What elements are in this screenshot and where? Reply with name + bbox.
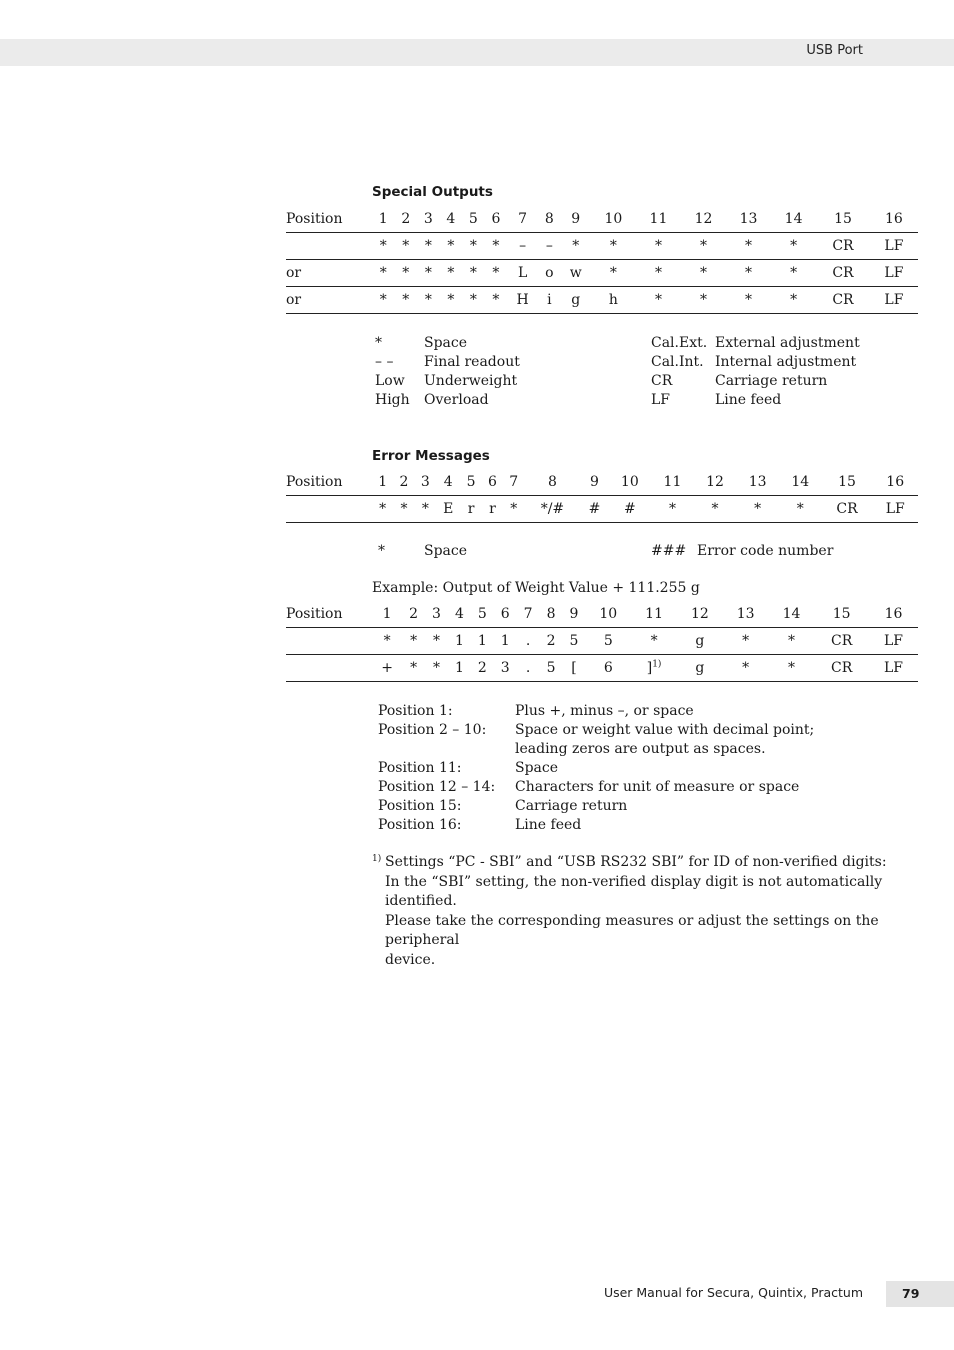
position-number: 2 <box>395 206 418 233</box>
table-cell: * <box>417 287 440 314</box>
row-label <box>286 496 372 523</box>
table-cell: 2 <box>540 628 563 655</box>
position-number: 4 <box>448 601 471 628</box>
position-number: 16 <box>870 206 918 233</box>
table-cell: LF <box>869 655 918 682</box>
table-cell: CR <box>816 260 870 287</box>
table-cell: * <box>771 287 816 314</box>
table-cell: . <box>517 655 540 682</box>
table-cell: CR <box>814 628 869 655</box>
footnote-line: In the “SBI” setting, the non-verified display digit is not automatically identified. <box>385 873 883 909</box>
legend-meaning: Internal adjustment <box>715 354 857 370</box>
legend-symbol: Cal.Int. <box>651 354 704 370</box>
table-row <box>286 260 918 287</box>
table-cell: 5 <box>585 628 631 655</box>
position-number: 11 <box>631 601 677 628</box>
table-cell: * <box>726 260 771 287</box>
table-cell: * <box>503 496 524 523</box>
position-number: 5 <box>460 469 481 496</box>
table-cell: LF <box>869 628 918 655</box>
row-label <box>286 628 372 655</box>
legend-item <box>651 354 860 373</box>
note-description: Space <box>515 760 559 776</box>
position-number: 10 <box>609 469 652 496</box>
table-cell: – <box>538 233 561 260</box>
table-cell: r <box>482 496 503 523</box>
position-number: 2 <box>393 469 414 496</box>
table-cell: CR <box>816 287 870 314</box>
legend-item <box>375 392 520 411</box>
position-number: 9 <box>561 206 591 233</box>
table-cell: H <box>507 287 538 314</box>
table-cell: * <box>417 260 440 287</box>
table-cell: * <box>726 287 771 314</box>
position-number: 8 <box>540 601 563 628</box>
table-cell: + <box>372 655 402 682</box>
table-row <box>286 496 918 523</box>
table-cell: LF <box>870 287 918 314</box>
example-table <box>286 601 918 682</box>
special-outputs-table <box>286 206 918 314</box>
note-position: Position 16: <box>378 817 462 833</box>
position-number: 15 <box>816 206 870 233</box>
table-cell: * <box>462 287 485 314</box>
note-position: Position 1: <box>378 703 453 719</box>
legend-item <box>651 335 860 354</box>
table-cell: * <box>651 496 694 523</box>
table-cell: i <box>538 287 561 314</box>
note-position: Position 2 – 10: <box>378 722 487 738</box>
position-number: 14 <box>769 601 815 628</box>
position-number: 13 <box>726 206 771 233</box>
table-cell: * <box>402 655 425 682</box>
example-title: Example: Output of Weight Value + 111.255 g <box>372 580 700 596</box>
table-cell: h <box>591 287 636 314</box>
table-cell: * <box>485 287 508 314</box>
position-number: 9 <box>580 469 608 496</box>
position-number: 3 <box>415 469 436 496</box>
position-number: 12 <box>677 601 723 628</box>
table-cell: * <box>485 233 508 260</box>
table-cell: * <box>462 233 485 260</box>
table-cell: * <box>769 655 815 682</box>
table-row <box>286 628 918 655</box>
table-cell: * <box>736 496 779 523</box>
position-number: 15 <box>814 601 869 628</box>
note-position: Position 12 – 14: <box>378 779 496 795</box>
row-label <box>286 655 372 682</box>
table-cell: * <box>723 655 769 682</box>
table-cell: * <box>771 260 816 287</box>
table-cell: * <box>415 496 436 523</box>
legend-item <box>651 392 860 411</box>
table-cell: 6 <box>585 655 631 682</box>
special-outputs-title: Special Outputs <box>372 184 493 200</box>
legend-meaning: Line feed <box>715 392 782 408</box>
row-label <box>286 233 372 260</box>
legend-symbol: * <box>375 335 382 351</box>
table-cell: * <box>591 260 636 287</box>
footnote-line: Please take the corresponding measures or adjust the settings on the peripheral <box>385 912 879 948</box>
position-number: 14 <box>771 206 816 233</box>
note-description: Carriage return <box>515 798 628 814</box>
section-header-title: USB Port <box>806 43 863 58</box>
table-cell: . <box>517 628 540 655</box>
note-description: leading zeros are output as spaces. <box>515 741 766 757</box>
table-cell: CR <box>822 496 873 523</box>
table-cell: CR <box>814 655 869 682</box>
list-item <box>378 722 814 741</box>
position-number: 7 <box>517 601 540 628</box>
table-cell: * <box>681 260 726 287</box>
legend-space-symbol: * <box>378 543 385 559</box>
list-item <box>378 779 814 798</box>
position-number: 5 <box>471 601 494 628</box>
position-number: 1 <box>372 469 393 496</box>
position-number: 10 <box>591 206 636 233</box>
table-cell: * <box>425 655 448 682</box>
table-cell: 5 <box>540 655 563 682</box>
table-row <box>286 233 918 260</box>
position-label: Position <box>286 469 372 496</box>
table-cell: E <box>436 496 460 523</box>
legend-space-text: Space <box>424 543 468 559</box>
table-cell: * <box>485 260 508 287</box>
table-cell: o <box>538 260 561 287</box>
table-cell: * <box>631 628 677 655</box>
special-legend-left <box>375 335 520 411</box>
list-item <box>378 741 814 760</box>
position-number: 13 <box>723 601 769 628</box>
legend-meaning: Carriage return <box>715 373 828 389</box>
position-number: 4 <box>440 206 463 233</box>
position-number: 8 <box>538 206 561 233</box>
footer-manual-title: User Manual for Secura, Quintix, Practum <box>603 1285 863 1300</box>
position-header-row <box>286 206 918 233</box>
table-cell: g <box>561 287 591 314</box>
position-number: 9 <box>562 601 585 628</box>
list-item <box>378 817 814 836</box>
table-row <box>286 655 918 682</box>
table-cell: 5 <box>562 628 585 655</box>
table-cell: # <box>609 496 652 523</box>
error-messages-title: Error Messages <box>372 448 490 464</box>
position-number: 5 <box>462 206 485 233</box>
legend-symbol: CR <box>651 373 673 389</box>
table-cell: * <box>425 628 448 655</box>
legend-item <box>375 354 520 373</box>
legend-item <box>651 373 860 392</box>
table-cell: * <box>694 496 737 523</box>
table-cell: * <box>561 233 591 260</box>
position-number: 13 <box>736 469 779 496</box>
cell-value: ] <box>646 660 653 676</box>
list-item <box>378 760 814 779</box>
legend-meaning: Final readout <box>424 354 520 370</box>
position-header-row <box>286 601 918 628</box>
position-label: Position <box>286 601 372 628</box>
table-cell: 3 <box>494 655 517 682</box>
table-cell: r <box>460 496 481 523</box>
table-cell: * <box>393 496 414 523</box>
table-cell: * <box>395 287 418 314</box>
page-number: 79 <box>902 1286 920 1301</box>
table-cell: 1 <box>494 628 517 655</box>
footnote-ref: 1) <box>652 659 662 670</box>
table-cell: * <box>372 287 395 314</box>
footnote-line: device. <box>385 951 436 968</box>
table-cell: * <box>417 233 440 260</box>
table-cell: 1 <box>448 628 471 655</box>
row-label: or <box>286 260 372 287</box>
table-cell: * <box>779 496 822 523</box>
table-cell: * <box>636 260 681 287</box>
position-notes <box>378 703 814 836</box>
legend-symbol: Low <box>375 373 405 389</box>
note-description: Line feed <box>515 817 582 833</box>
position-number: 7 <box>507 206 538 233</box>
table-cell: * <box>372 260 395 287</box>
position-number: 1 <box>372 206 395 233</box>
table-cell: # <box>580 496 608 523</box>
table-cell: g <box>677 655 723 682</box>
position-number: 16 <box>872 469 918 496</box>
table-cell: * <box>723 628 769 655</box>
table-cell <box>631 655 677 682</box>
position-number: 12 <box>681 206 726 233</box>
table-row <box>286 287 918 314</box>
legend-meaning: Space <box>424 335 468 351</box>
legend-item <box>375 373 520 392</box>
legend-code-text: Error code number <box>697 543 834 559</box>
position-number: 16 <box>869 601 918 628</box>
note-description: Plus +, minus –, or space <box>515 703 694 719</box>
table-cell: LF <box>870 260 918 287</box>
table-cell: L <box>507 260 538 287</box>
error-messages-table <box>286 469 918 523</box>
table-cell: */# <box>524 496 580 523</box>
table-cell: * <box>771 233 816 260</box>
table-cell: 2 <box>471 655 494 682</box>
table-cell: [ <box>562 655 585 682</box>
note-description: Space or weight value with decimal point; <box>515 722 815 738</box>
table-cell: * <box>462 260 485 287</box>
table-cell: 1 <box>471 628 494 655</box>
table-cell: CR <box>816 233 870 260</box>
table-cell: g <box>677 628 723 655</box>
table-cell: * <box>440 287 463 314</box>
table-cell: * <box>726 233 771 260</box>
position-number: 1 <box>372 601 402 628</box>
legend-symbol: High <box>375 392 410 408</box>
list-item <box>378 703 814 722</box>
position-number: 10 <box>585 601 631 628</box>
position-number: 8 <box>524 469 580 496</box>
position-label: Position <box>286 206 372 233</box>
legend-item <box>375 335 520 354</box>
table-cell: LF <box>870 233 918 260</box>
position-number: 6 <box>482 469 503 496</box>
legend-symbol: LF <box>651 392 671 408</box>
position-number: 6 <box>494 601 517 628</box>
table-cell: * <box>402 628 425 655</box>
position-number: 6 <box>485 206 508 233</box>
position-number: 15 <box>822 469 873 496</box>
note-description: Characters for unit of measure or space <box>515 779 800 795</box>
table-cell: * <box>395 260 418 287</box>
position-number: 12 <box>694 469 737 496</box>
table-cell: * <box>636 233 681 260</box>
legend-meaning: Overload <box>424 392 489 408</box>
footnote-line: Settings “PC - SBI” and “USB RS232 SBI” for ID of non-verified digits: <box>385 854 887 870</box>
row-label: or <box>286 287 372 314</box>
legend-meaning: External adjustment <box>715 335 860 351</box>
table-cell: * <box>636 287 681 314</box>
table-cell: LF <box>872 496 918 523</box>
position-number: 14 <box>779 469 822 496</box>
table-cell: 1 <box>448 655 471 682</box>
note-position <box>378 741 515 760</box>
position-number: 3 <box>425 601 448 628</box>
note-position: Position 15: <box>378 798 462 814</box>
table-cell: * <box>681 233 726 260</box>
legend-meaning: Underweight <box>424 373 518 389</box>
legend-symbol: Cal.Ext. <box>651 335 708 351</box>
list-item <box>378 798 814 817</box>
position-number: 7 <box>503 469 524 496</box>
table-cell: * <box>591 233 636 260</box>
table-cell: * <box>395 233 418 260</box>
position-number: 4 <box>436 469 460 496</box>
table-cell: – <box>507 233 538 260</box>
table-cell: * <box>440 260 463 287</box>
special-legend-right <box>651 335 860 411</box>
table-cell: * <box>372 496 393 523</box>
position-number: 2 <box>402 601 425 628</box>
table-cell: * <box>440 233 463 260</box>
legend-symbol: – – <box>375 354 394 370</box>
footnote-mark: 1) <box>372 854 382 864</box>
table-cell: * <box>769 628 815 655</box>
position-number: 11 <box>651 469 694 496</box>
position-number: 11 <box>636 206 681 233</box>
note-position: Position 11: <box>378 760 462 776</box>
position-header-row <box>286 469 918 496</box>
legend-code-symbol: ### <box>651 543 687 559</box>
table-cell: * <box>681 287 726 314</box>
table-cell: * <box>372 628 402 655</box>
footnote <box>372 853 917 970</box>
table-cell: w <box>561 260 591 287</box>
position-number: 3 <box>417 206 440 233</box>
page-number-box <box>886 1281 954 1307</box>
table-cell: * <box>372 233 395 260</box>
